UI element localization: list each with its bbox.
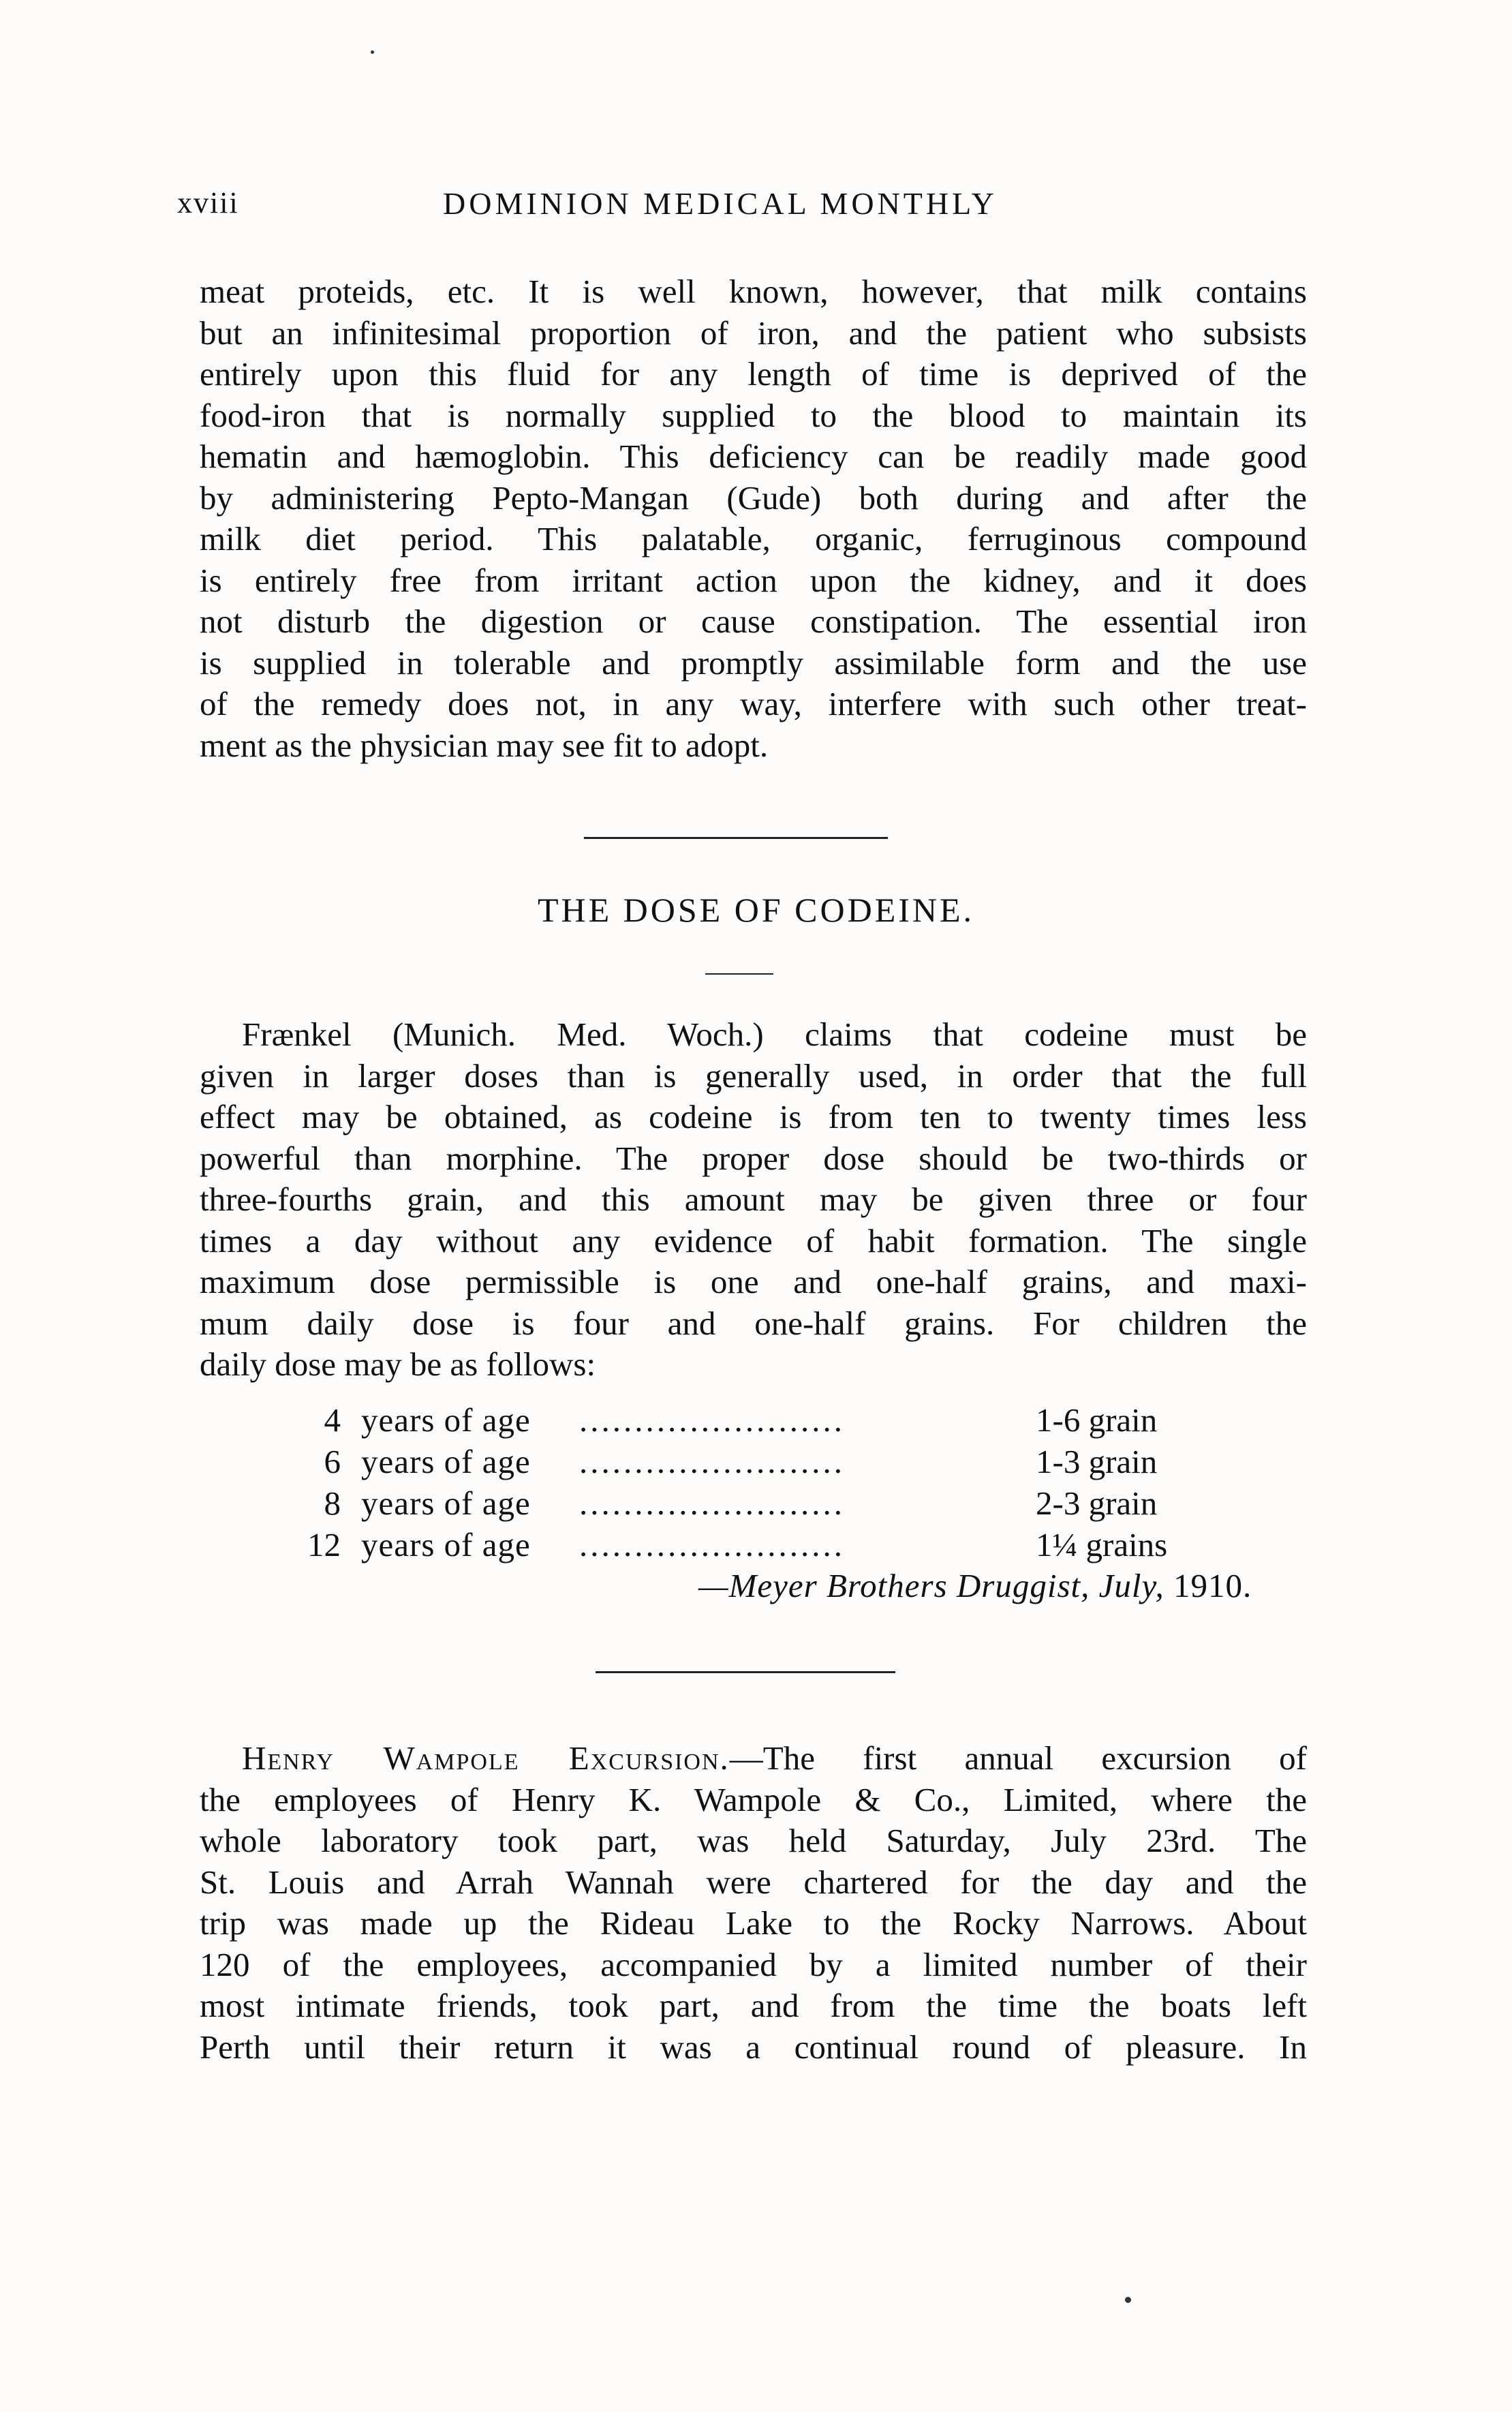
dot-leader: ........................ <box>579 1526 845 1563</box>
dose-age-label: years of age <box>361 1401 531 1439</box>
text-line: mum daily dose is four and one-half grains. For children the <box>200 1304 1307 1342</box>
text-line: whole laboratory took part, was held Saturday, July 23rd. The <box>200 1822 1307 1859</box>
text-line: is entirely free from irritant action upon the kidney, and it does <box>200 561 1307 599</box>
text-line: Frænkel (Munich. Med. Woch.) claims that codeine must be <box>242 1016 1307 1053</box>
dose-amount: 1¼ grains <box>1036 1526 1168 1563</box>
text-line: 120 of the employees, accompanied by a limited number of their <box>200 1945 1307 1983</box>
text-line: hematin and hæmoglobin. This deficiency can be readily made good <box>200 438 1307 475</box>
text-line: effect may be obtained, as codeine is from ten to twenty times less <box>200 1098 1307 1135</box>
paragraph-iron <box>200 271 1307 766</box>
dot-leader: ........................ <box>579 1443 845 1480</box>
text-line: ment as the physician may see fit to adopt. <box>200 726 769 764</box>
text-line: is supplied in tolerable and promptly assimilable form and the use <box>200 643 1307 682</box>
dose-table <box>300 1401 1206 1567</box>
text-line: but an infinitesimal proportion of iron, and the patient who subsists <box>200 314 1307 352</box>
dose-age: 8 <box>324 1484 341 1522</box>
dose-age: 12 <box>307 1526 341 1563</box>
text-line: powerful than morphine. The proper dose should be two-thirds or <box>200 1139 1307 1177</box>
dose-row <box>300 1525 1206 1567</box>
text-line: given in larger doses than is generally used, in order that the full <box>200 1056 1307 1095</box>
text-line: times a day without any evidence of habit formation. The single <box>200 1221 1307 1260</box>
dose-amount: 2-3 grain <box>1036 1484 1158 1522</box>
page-number: xviii <box>177 186 239 219</box>
text-line: food-iron that is normally supplied to the blood to maintain its <box>200 396 1307 434</box>
text-line: maximum dose permissible is one and one-half grains, and maxi- <box>200 1263 1307 1300</box>
dose-row <box>300 1442 1206 1484</box>
section-divider <box>584 837 888 839</box>
dose-age: 6 <box>324 1443 341 1480</box>
text-line: of the remedy does not, in any way, interfere with such other treat- <box>200 685 1307 722</box>
dose-age-label: years of age <box>361 1526 531 1563</box>
text-run: —The first annual excursion of <box>729 1739 1307 1777</box>
section-divider <box>596 1671 895 1673</box>
dose-age-label: years of age <box>361 1484 531 1522</box>
heading-underline <box>705 973 773 975</box>
text-line: the employees of Henry K. Wampole & Co., Limited, where the <box>200 1780 1307 1818</box>
dose-row <box>300 1484 1206 1525</box>
page-header <box>177 185 1301 226</box>
article-heading: THE DOSE OF CODEINE. <box>537 891 975 929</box>
source-citation <box>698 1566 1252 1605</box>
running-title: DOMINION MEDICAL MONTHLY <box>443 186 998 221</box>
dose-age: 4 <box>324 1401 341 1439</box>
text-line <box>200 1738 1307 1780</box>
text-line: meat proteids, etc. It is well known, however, that milk contains <box>200 273 1307 310</box>
text-line: not disturb the digestion or cause constipation. The essential iron <box>200 602 1307 640</box>
citation-year: 1910. <box>1173 1567 1252 1604</box>
citation-text: —Meyer Brothers Druggist, July, <box>698 1567 1164 1604</box>
paragraph-codeine <box>200 1014 1307 1386</box>
dose-row <box>300 1401 1206 1442</box>
dose-amount: 1-3 grain <box>1036 1443 1158 1480</box>
text-line: entirely upon this fluid for any length of time is deprived of the <box>200 355 1307 393</box>
paragraph-excursion <box>200 1738 1307 2068</box>
text-line: daily dose may be as follows: <box>200 1345 596 1383</box>
dose-amount: 1-6 grain <box>1036 1401 1158 1439</box>
text-line: Perth until their return it was a continual round of pleasure. In <box>200 2028 1307 2066</box>
text-line: three-fourths grain, and this amount may be given three or four <box>200 1180 1307 1218</box>
text-line: milk diet period. This palatable, organic, ferruginous compound <box>200 520 1307 558</box>
print-speck <box>1125 2297 1131 2303</box>
print-speck <box>371 50 374 54</box>
text-line: most intimate friends, took part, and from the time the boats left <box>200 1987 1307 2024</box>
dose-age-label: years of age <box>361 1443 531 1480</box>
text-line: by administering Pepto-Mangan (Gude) both during and after the <box>200 478 1307 517</box>
run-in-heading: Henry Wampole Excursion. <box>242 1739 730 1777</box>
dot-leader: ........................ <box>579 1401 845 1439</box>
text-line: trip was made up the Rideau Lake to the Rocky Narrows. About <box>200 1904 1307 1942</box>
dot-leader: ........................ <box>579 1484 845 1522</box>
text-line: St. Louis and Arrah Wannah were chartered for the day and the <box>200 1863 1307 1901</box>
